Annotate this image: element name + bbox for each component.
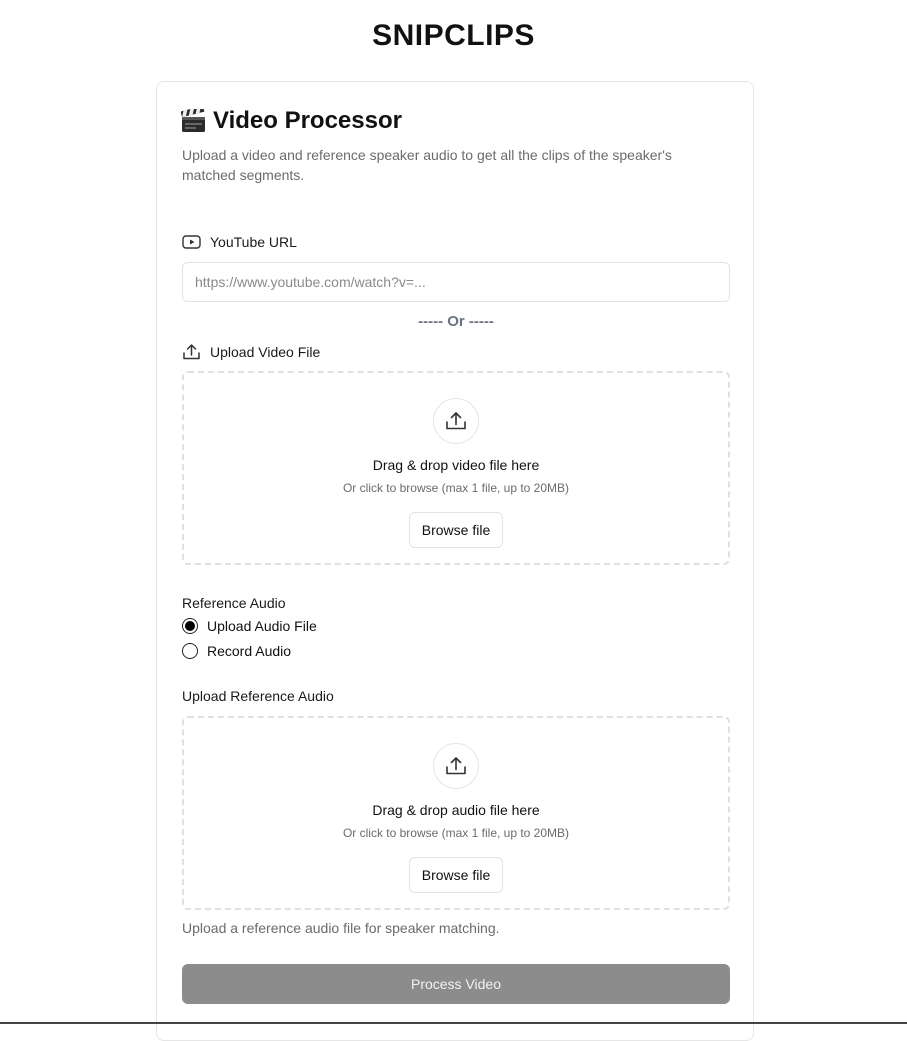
video-dropzone-subtitle: Or click to browse (max 1 file, up to 20MB) xyxy=(342,481,570,495)
upload-icon xyxy=(182,343,202,361)
audio-dropzone-upload-icon xyxy=(433,743,479,789)
video-processor-card xyxy=(156,81,754,1041)
audio-hint-text: Upload a reference audio file for speaker matching. xyxy=(182,920,500,936)
card-title xyxy=(181,107,402,135)
youtube-url-input[interactable] xyxy=(182,262,730,302)
or-separator: ----- Or ----- xyxy=(418,313,494,330)
radio-record-audio[interactable] xyxy=(182,643,291,659)
youtube-url-label-text: YouTube URL xyxy=(210,234,297,250)
clapperboard-icon xyxy=(181,109,207,133)
upload-video-label xyxy=(182,343,320,361)
audio-dropzone-title: Drag & drop audio file here xyxy=(372,802,540,818)
card-title-text: Video Processor xyxy=(213,107,402,134)
app-title: SNIPCLIPS xyxy=(372,19,535,52)
upload-reference-audio-label: Upload Reference Audio xyxy=(182,688,334,704)
radio-upload-audio-file[interactable] xyxy=(182,618,317,634)
video-dropzone[interactable] xyxy=(182,371,730,565)
audio-dropzone[interactable] xyxy=(182,716,730,910)
youtube-url-label xyxy=(182,234,297,250)
process-video-button[interactable]: Process Video xyxy=(182,964,730,1004)
radio-record-audio-label: Record Audio xyxy=(207,643,292,659)
video-dropzone-upload-icon xyxy=(433,398,479,444)
audio-browse-button[interactable]: Browse file xyxy=(409,857,503,893)
radio-record-audio-control[interactable] xyxy=(182,643,198,659)
video-dropzone-title: Drag & drop video file here xyxy=(372,457,540,473)
upload-video-label-text: Upload Video File xyxy=(210,344,321,360)
reference-audio-label: Reference Audio xyxy=(182,595,286,611)
audio-dropzone-subtitle: Or click to browse (max 1 file, up to 20MB) xyxy=(342,826,570,840)
youtube-icon xyxy=(182,235,202,249)
radio-upload-audio-file-control[interactable] xyxy=(182,618,198,634)
radio-upload-audio-file-label: Upload Audio File xyxy=(207,618,317,634)
video-browse-button[interactable]: Browse file xyxy=(409,512,503,548)
card-description: Upload a video and reference speaker audio to get all the clips of the speaker's matched segments. xyxy=(182,147,672,183)
